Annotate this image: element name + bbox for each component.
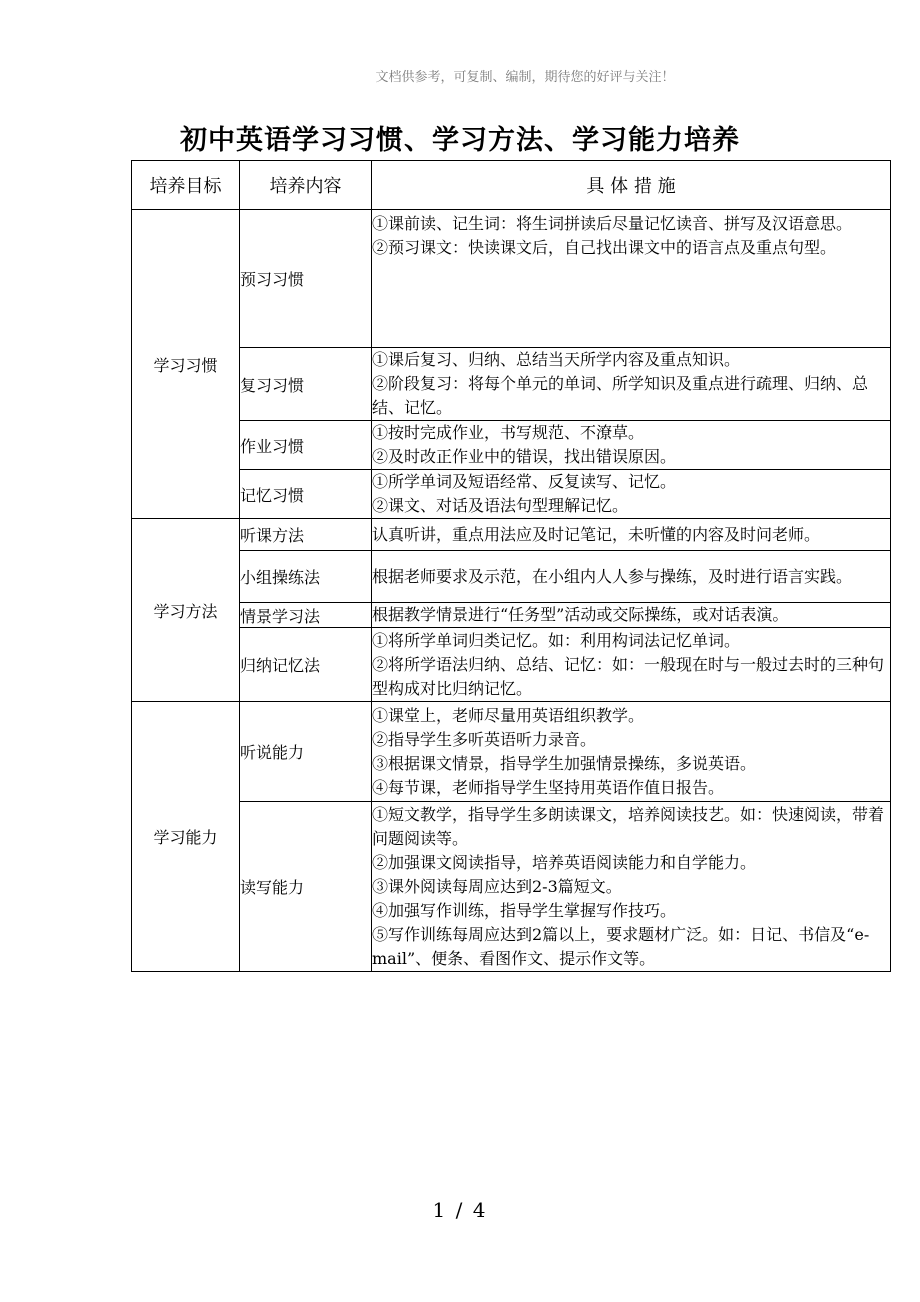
content-cell: 情景学习法 [240,603,372,628]
header-goal: 培养目标 [132,161,240,210]
measure-cell [372,519,891,551]
measure-line: ②加强课文阅读指导，培养英语阅读能力和自学能力。 [372,852,757,872]
content-cell: 记忆习惯 [240,470,372,519]
header-content: 培养内容 [240,161,372,210]
measure-line: ①课后复习、归纳、总结当天所学内容及重点知识。 [372,350,741,369]
measure-cell [372,702,891,802]
table-row [132,551,891,603]
table-row [132,628,891,702]
table-row [132,702,891,802]
table-row [132,519,891,551]
measure-line: ②指导学生多听英语听力录音。 [372,729,597,749]
table-row [132,603,891,628]
goal-cell: 学习能力 [132,702,240,972]
measure-line: ①短文教学，指导学生多朗读课文，培养阅读技艺。如：快速阅读，带着问题阅读等。 [372,804,885,848]
measure-line: ①将所学单词归类记忆。如：利用构词法记忆单词。 [372,630,741,650]
table-header-row [132,161,891,210]
measure-line: ③根据课文情景，指导学生加强情景操练，多说英语。 [372,753,757,773]
measure-cell [372,628,891,702]
measure-cell [372,470,891,519]
measure-line: ②预习课文：快读课文后，自己找出课文中的语言点及重点句型。 [372,238,837,257]
content-cell: 预习习惯 [240,210,372,348]
training-table [131,160,891,972]
measure-line: 根据教学情景进行“任务型”活动或交际操练，或对话表演。 [372,605,789,624]
table-row [132,421,891,470]
measure-line: ①课前读、记生词：将生词拼读后尽量记忆读音、拼写及汉语意思。 [372,214,853,233]
content-cell: 读写能力 [240,802,372,972]
content-cell: 小组操练法 [240,551,372,603]
content-cell: 听说能力 [240,702,372,802]
measure-cell [372,421,891,470]
measure-line: ⑤写作训练每周应达到2篇以上，要求题材广泛。如：日记、书信及“e-mail”、便条、看图作文、提示作文等。 [372,924,870,968]
content-cell: 听课方法 [240,519,372,551]
page-number: 1 / 4 [432,1198,488,1222]
header-note: 文档供参考，可复制、编制，期待您的好评与关注！ [375,70,675,85]
measure-line: ②及时改正作业中的错误，找出错误原因。 [372,447,677,466]
table-row [132,470,891,519]
content-cell: 作业习惯 [240,421,372,470]
goal-cell: 学习习惯 [132,210,240,519]
table-row [132,210,891,348]
measure-line: ④每节课，老师指导学生坚持用英语作值日报告。 [372,777,725,797]
measure-cell [372,348,891,421]
measure-line: ③课外阅读每周应达到2-3篇短文。 [372,876,622,896]
table-row [132,348,891,421]
measure-line: ①所学单词及短语经常、反复读写、记忆。 [372,472,677,491]
measure-line: ②课文、对话及语法句型理解记忆。 [372,496,629,515]
measure-line: ②阶段复习：将每个单元的单词、所学知识及重点进行疏理、归纳、总结、记忆。 [372,374,869,417]
header-measures: 具 体 措 施 [372,161,891,210]
measure-line: 认真听讲，重点用法应及时记笔记，未听懂的内容及时问老师。 [372,524,821,544]
measure-line: ④加强写作训练，指导学生掌握写作技巧。 [372,900,677,920]
measure-line: ①按时完成作业，书写规范、不潦草。 [372,423,645,442]
measure-cell [372,551,891,603]
measure-cell [372,210,891,348]
content-cell: 归纳记忆法 [240,628,372,702]
goal-cell: 学习方法 [132,519,240,702]
measure-cell [372,603,891,628]
document-title: 初中英语学习习惯、学习方法、学习能力培养 [180,125,740,156]
content-cell: 复习习惯 [240,348,372,421]
measure-line: ①课堂上，老师尽量用英语组织教学。 [372,705,645,725]
measure-cell [372,802,891,972]
measure-line: ②将所学语法归纳、总结、记忆：如：一般现在时与一般过去时的三种句型构成对比归纳记忆。 [372,654,885,698]
measure-line: 根据老师要求及示范，在小组内人人参与操练，及时进行语言实践。 [372,566,853,586]
table-row [132,802,891,972]
